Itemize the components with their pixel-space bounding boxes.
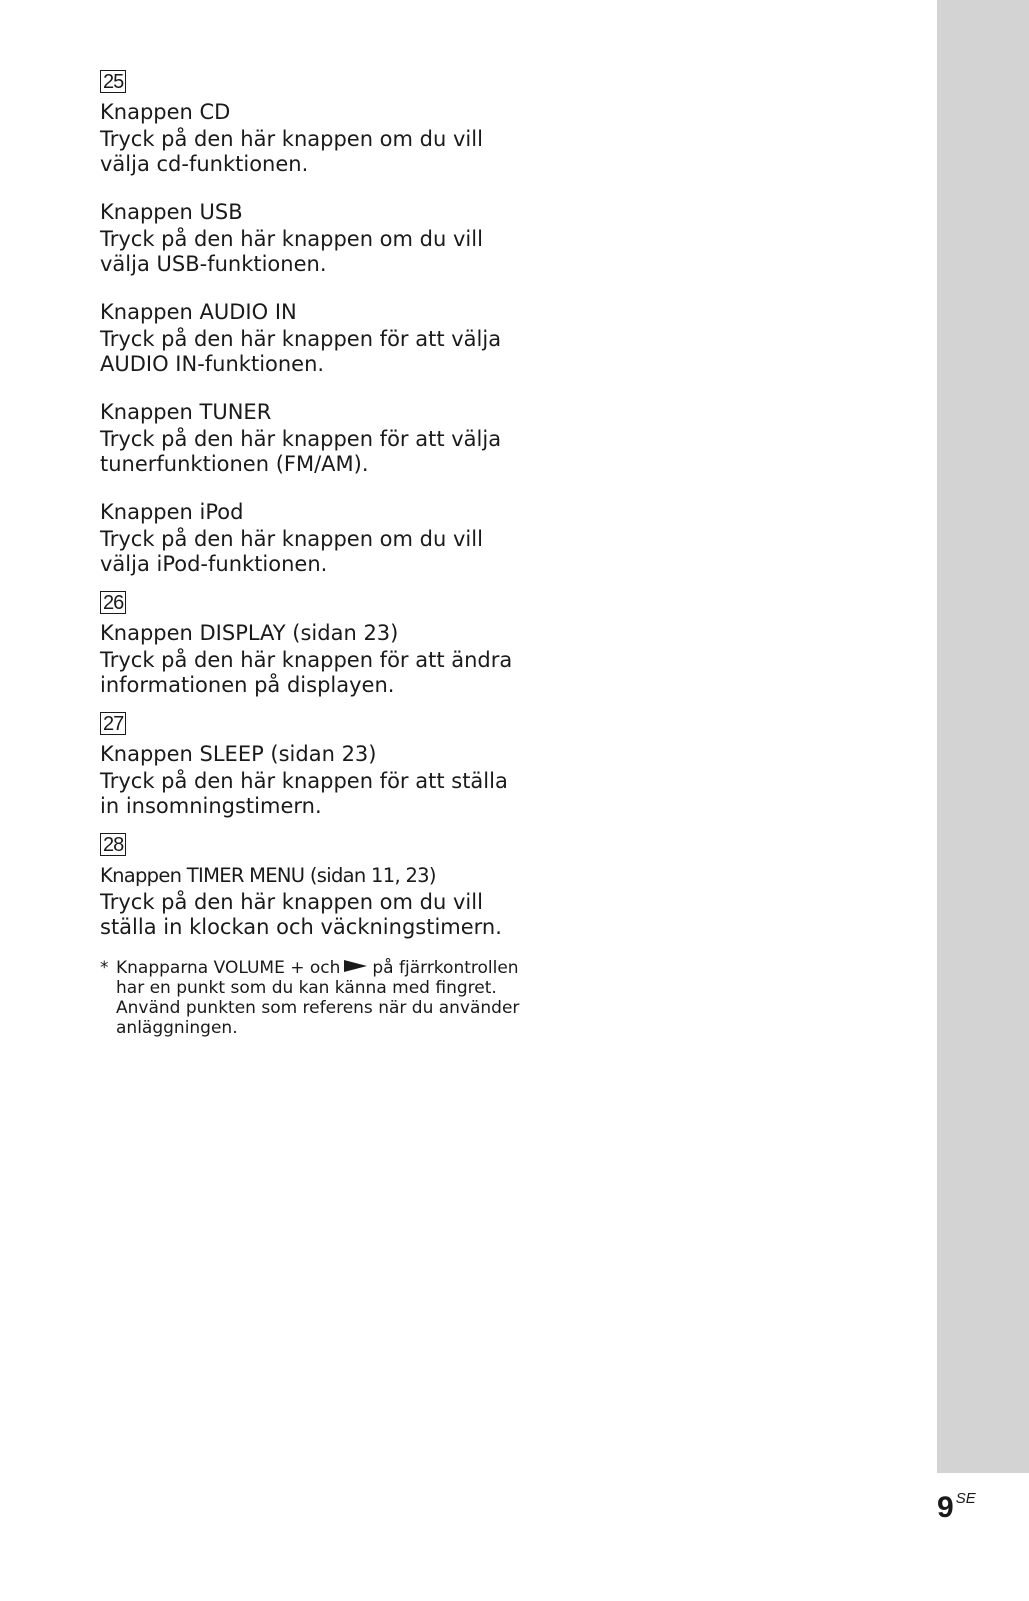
entry-text: Tryck på den här knappen för att välja AUDIO IN-funktionen. [100, 327, 502, 376]
footnote-marker: * [100, 958, 109, 978]
entry-sleep [100, 741, 520, 819]
document-body [100, 70, 520, 1038]
section-number: 25 [100, 70, 126, 93]
entry-text: Tryck på den här knappen om du vill välja cd-funktionen. [100, 127, 483, 176]
entry-title: Knappen TUNER [100, 400, 272, 424]
entry-text: Tryck på den här knappen om du vill ställa in klockan och väckningstimern. [100, 890, 502, 939]
entry-title: Knappen CD [100, 100, 231, 124]
page-number-suffix: SE [955, 1490, 976, 1507]
entry-text: Tryck på den här knappen för att välja tunerfunktionen (FM/AM). [100, 427, 502, 476]
section-number: 26 [100, 591, 126, 614]
entry-text: Tryck på den här knappen för att ställa in insomningstimern. [100, 769, 508, 818]
entry-title: Knappen iPod [100, 500, 244, 524]
entry-title: Knappen TIMER MENU (sidan 11, 23) [100, 864, 436, 887]
entry-timer-menu [100, 862, 520, 940]
entry-tuner [100, 399, 520, 477]
entry-title: Knappen AUDIO IN [100, 300, 297, 324]
entry-display [100, 620, 520, 698]
section-number: 28 [100, 833, 126, 856]
side-tab [937, 0, 1029, 1473]
entry-usb [100, 199, 520, 277]
entry-text: Tryck på den här knappen om du vill välja USB-funktionen. [100, 227, 483, 276]
footnote-text-after: på fjärrkontrollen har en punkt som du kan känna med fingret. Använd punkten som referens när du använder anläggningen. [116, 958, 520, 1038]
entry-text: Tryck på den här knappen för att ändra informationen på displayen. [100, 648, 513, 697]
entry-ipod [100, 499, 520, 577]
footnote [100, 958, 520, 1038]
play-triangle-icon [344, 958, 368, 978]
entry-title: Knappen DISPLAY (sidan 23) [100, 621, 399, 645]
page-number-value: 9 [937, 1491, 954, 1524]
entry-text: Tryck på den här knappen om du vill välja iPod-funktionen. [100, 527, 483, 576]
section-number: 27 [100, 712, 126, 735]
footnote-text-before: Knapparna VOLUME + och [116, 958, 341, 978]
entry-cd [100, 99, 520, 177]
entry-title: Knappen USB [100, 200, 243, 224]
entry-audio-in [100, 299, 520, 377]
page-number [937, 1490, 976, 1525]
entry-title: Knappen SLEEP (sidan 23) [100, 742, 377, 766]
